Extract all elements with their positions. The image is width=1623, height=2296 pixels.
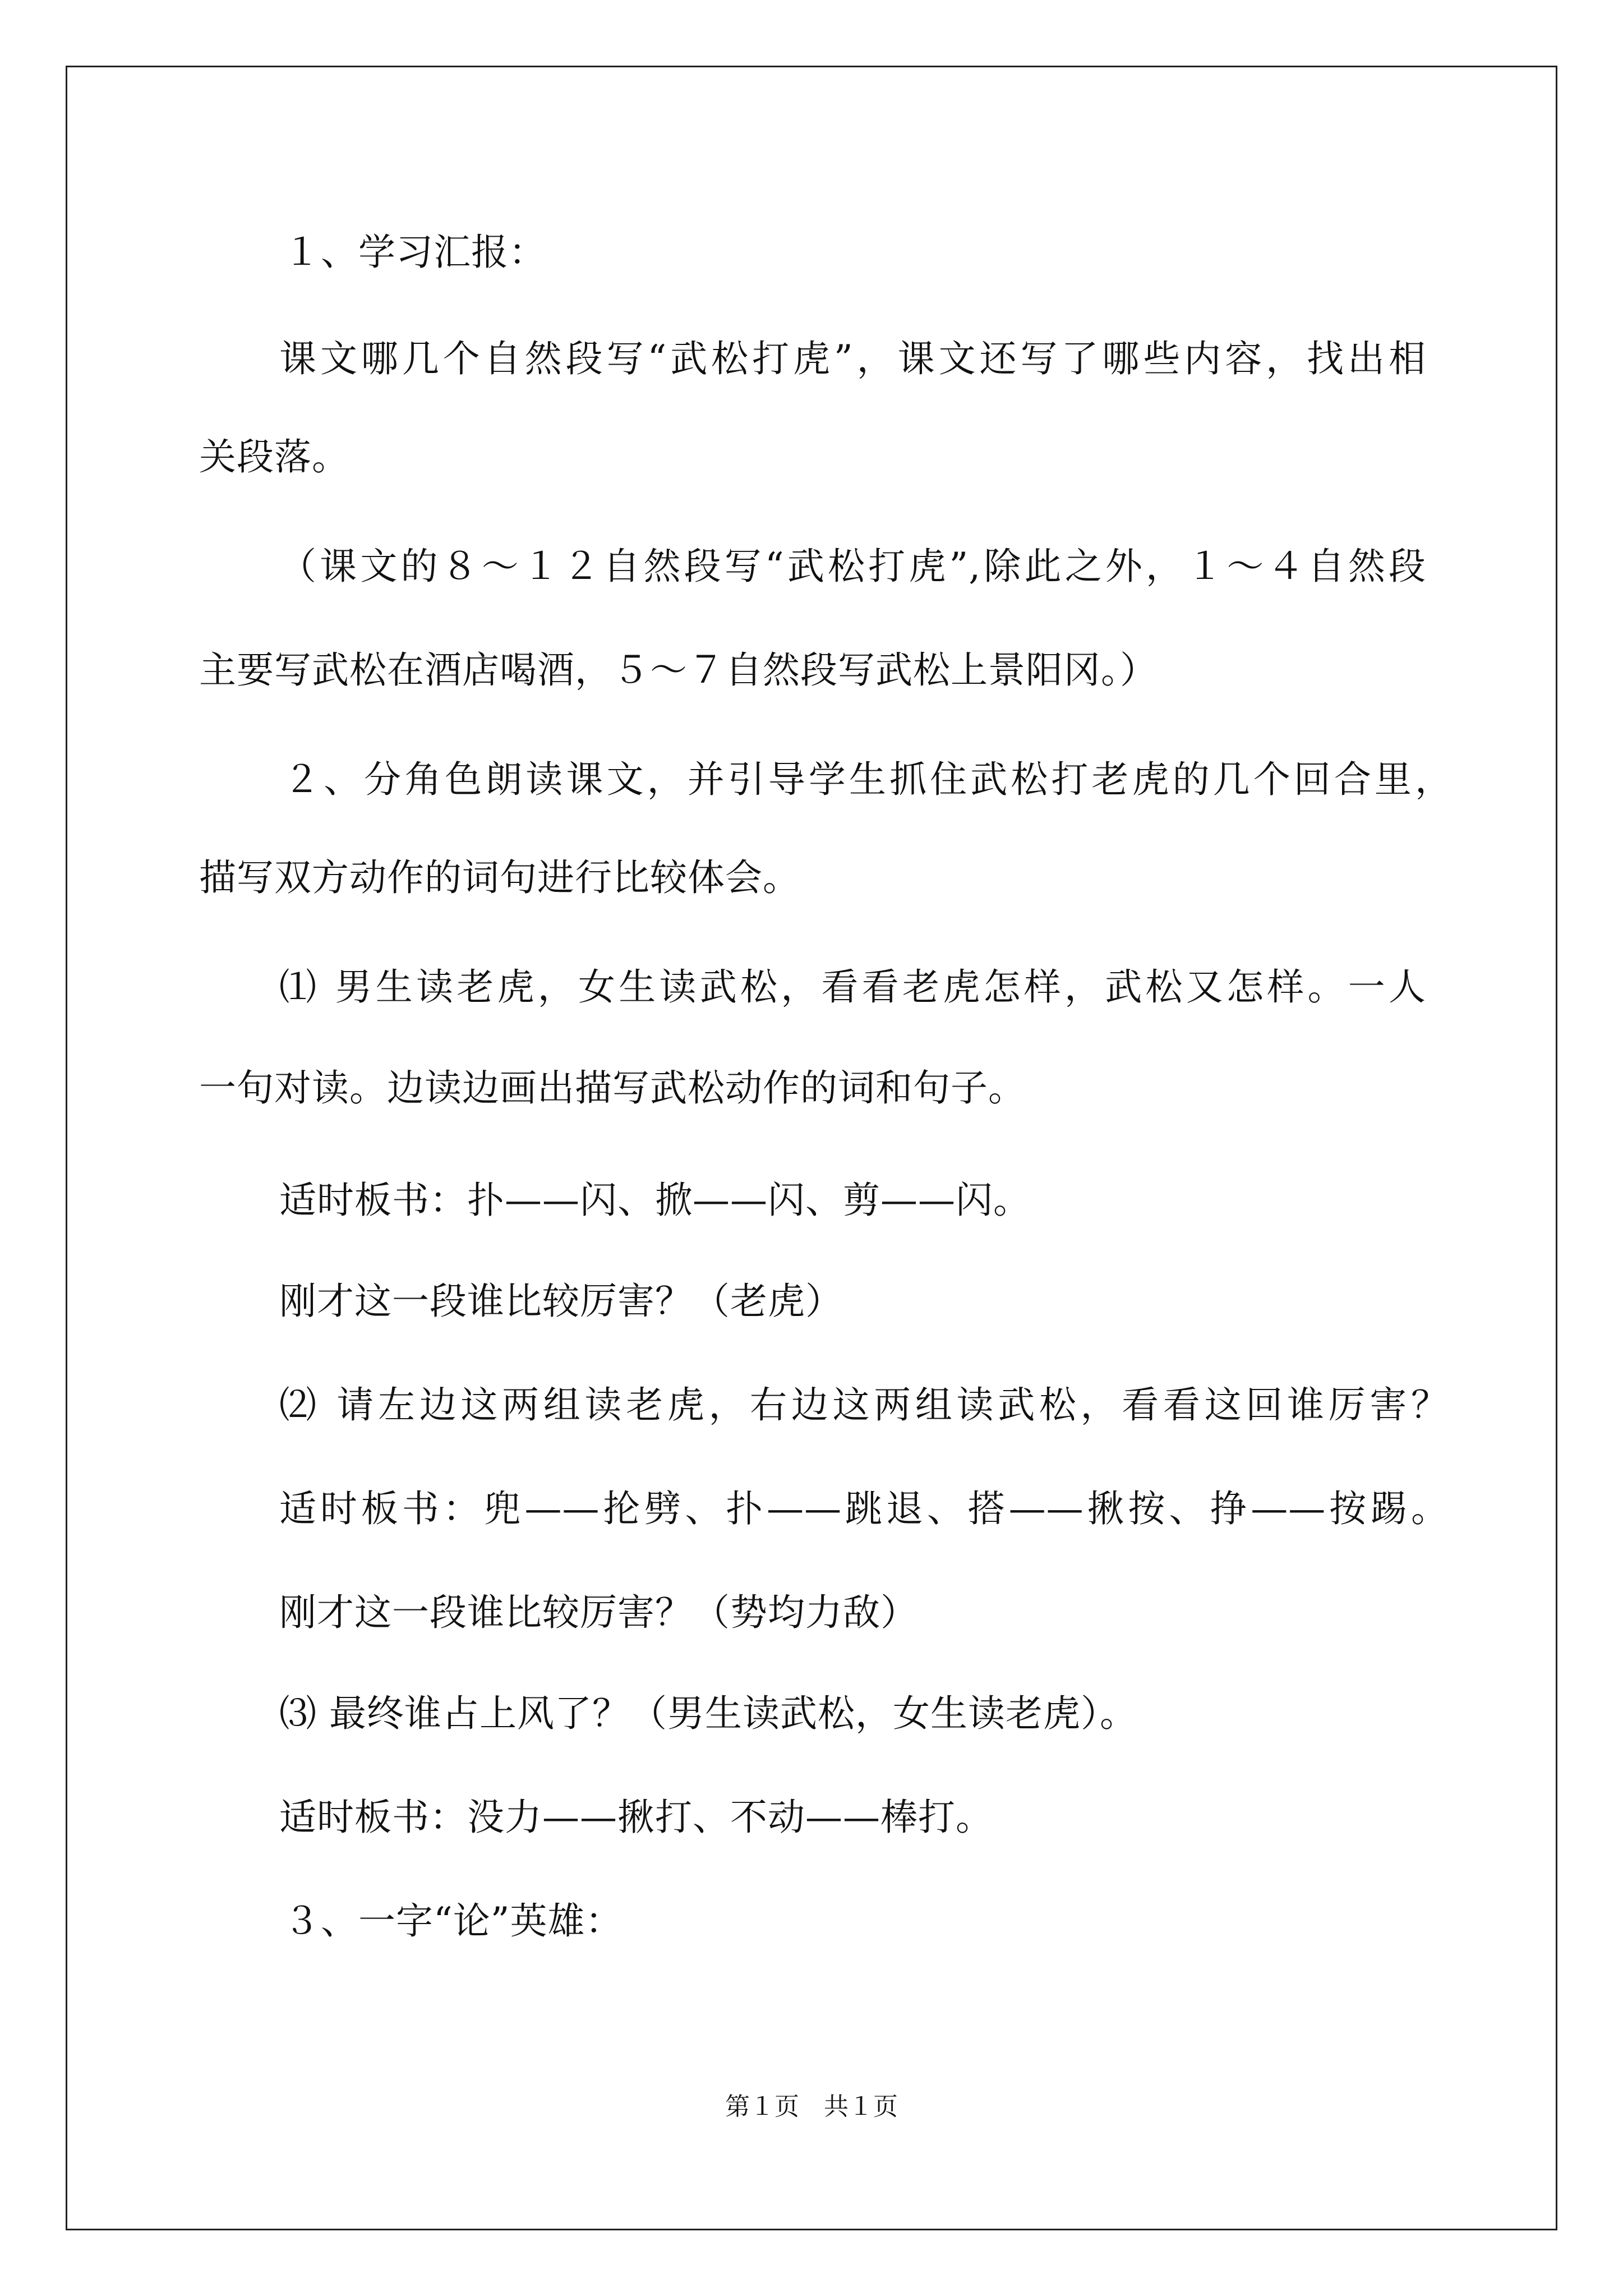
section-heading-learning-report: １、学习汇报： — [283, 231, 546, 274]
paragraph-line: 课文哪几个自然段写“武松打虎”，课文还写了哪些内容，找出相 — [279, 337, 1426, 380]
section-heading-role-reading: ２、分角色朗读课文，并引导学生抓住武松打老虎的几个回合里， — [283, 758, 1453, 801]
paragraph-line: 描写双方动作的词句进行比较体会。 — [199, 856, 800, 899]
paragraph-line: 关段落。 — [199, 435, 349, 478]
paragraph-line: 主要写武松在酒店喝酒，５～７自然段写武松上景阳冈。） — [199, 648, 1158, 692]
paragraph-line: （课文的８～１２自然段写“武松打虎”,除此之外，１～４自然段 — [279, 545, 1426, 588]
paragraph-line: 适时板书：兜——抡劈、扑——跳退、搭——揪按、挣——按踢。 — [279, 1487, 1449, 1530]
paragraph-line: ⑴ 男生读老虎，女生读武松，看看老虎怎样，武松又怎样。一人 — [279, 965, 1426, 1009]
paragraph-line: ⑵ 请左边这两组读老虎，右边这两组读武松，看看这回谁厉害？ — [279, 1383, 1449, 1427]
paragraph-line: 刚才这一段谁比较厉害？（老虎） — [279, 1280, 843, 1323]
page-number-footer: 第１页 共１页 — [725, 2092, 898, 2121]
paragraph-line: 一句对读。边读边画出描写武松动作的词和句子。 — [199, 1066, 1026, 1110]
paragraph-line: 适时板书：扑——闪、掀——闪、剪——闪。 — [279, 1179, 1031, 1222]
paragraph-line: 刚才这一段谁比较厉害？（势均力敌） — [279, 1591, 918, 1634]
paragraph-line: ⑶ 最终谁占上风了？（男生读武松，女生读老虎）。 — [279, 1692, 1137, 1735]
section-heading-one-word-hero: ３、一字“论”英雄： — [283, 1899, 623, 1943]
paragraph-line: 适时板书：没力——揪打、不动——棒打。 — [279, 1796, 993, 1839]
